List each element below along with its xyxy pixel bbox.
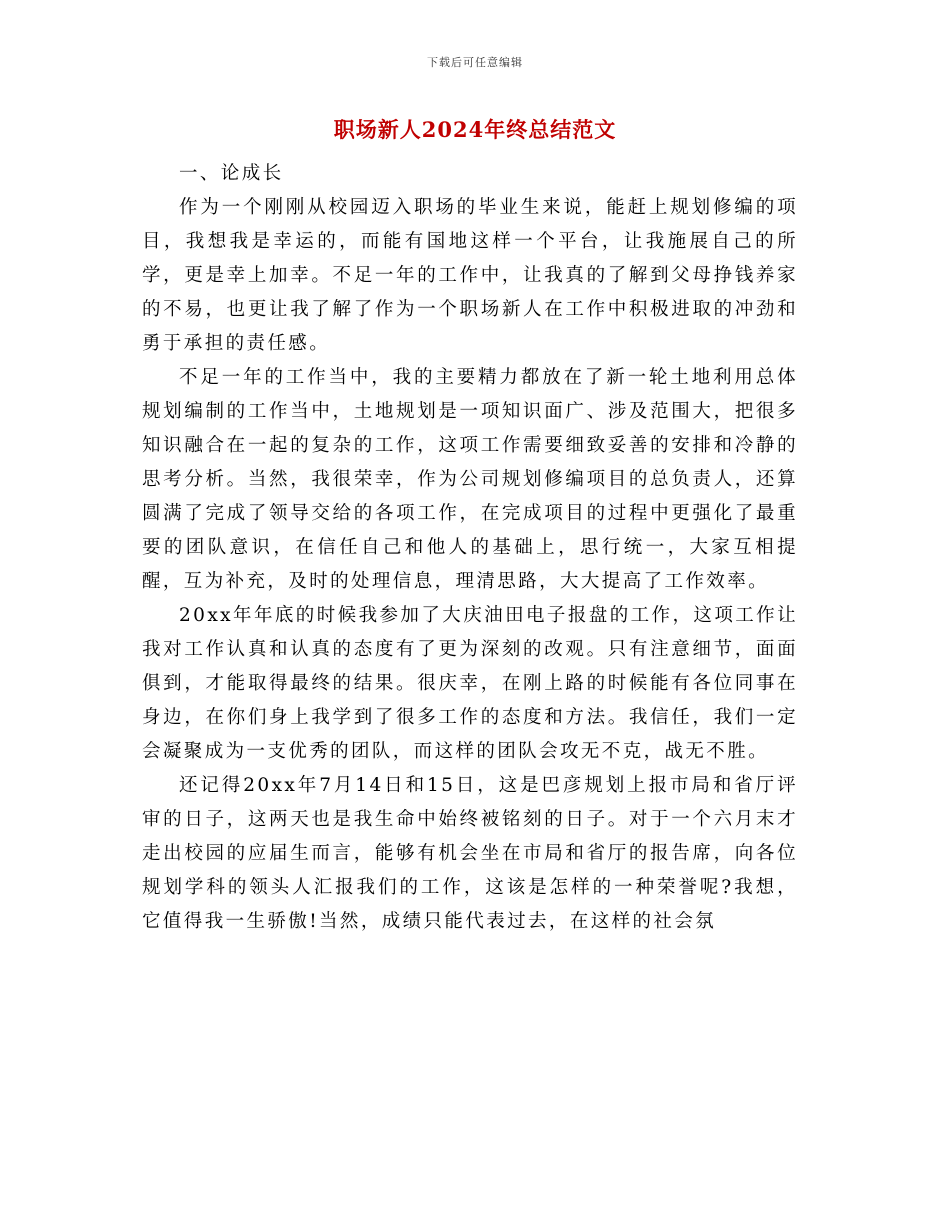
section-heading: 一、论成长 xyxy=(179,163,284,184)
paragraph-3: 20xx年年底的时候我参加了大庆油田电子报盘的工作，这项工作让我对工作认真和认真的态度有了更为深刻的改观。只有注意细节，面面俱到，才能取得最终的结果。很庆幸，在刚上路的时候能有各位同事在身边，在你们身上我学到了很多工作的态度和方法。我信任，我们一定会凝聚成为一支优秀的团队，而这样的团队会攻无不克，战无不胜。 xyxy=(142,605,798,762)
paragraph-4: 还记得20xx年7月14日和15日，这是巴彦规划上报市局和省厅评审的日子，这两天也是我生命中始终被铭刻的日子。对于一个六月末才走出校园的应届生而言，能够有机会坐在市局和省厅的报告席，向各位规划学科的领头人汇报我们的工作，这该是怎样的一种荣誉呢?我想，它值得我一生骄傲!当然，成绩只能代表过去，在这样的社会氛 xyxy=(142,775,798,932)
header-note: 下载后可任意编辑 xyxy=(427,56,523,69)
paragraph-2: 不足一年的工作当中，我的主要精力都放在了新一轮土地利用总体规划编制的工作当中，土地规划是一项知识面广、涉及范围大，把很多知识融合在一起的复杂的工作，这项工作需要细致妥善的安排和冷静的思考分析。当然，我很荣幸，作为公司规划修编项目的总负责人，还算圆满了完成了领导交给的各项工作，在完成项目的过程中更强化了最重要的团队意识，在信任自己和他人的基础上，思行统一，大家互相提醒，互为补充，及时的处理信息，理清思路，大大提高了工作效率。 xyxy=(142,367,798,592)
document-body xyxy=(142,157,798,939)
paragraph-1: 作为一个刚刚从校园迈入职场的毕业生来说，能赶上规划修编的项目，我想我是幸运的，而能有国地这样一个平台，让我施展自己的所学，更是幸上加幸。不足一年的工作中，让我真的了解到父母挣钱养家的不易，也更让我了解了作为一个职场新人在工作中积极进取的冲劲和勇于承担的责任感。 xyxy=(142,197,798,354)
document-title: 职场新人2024年终总结范文 xyxy=(333,117,617,142)
